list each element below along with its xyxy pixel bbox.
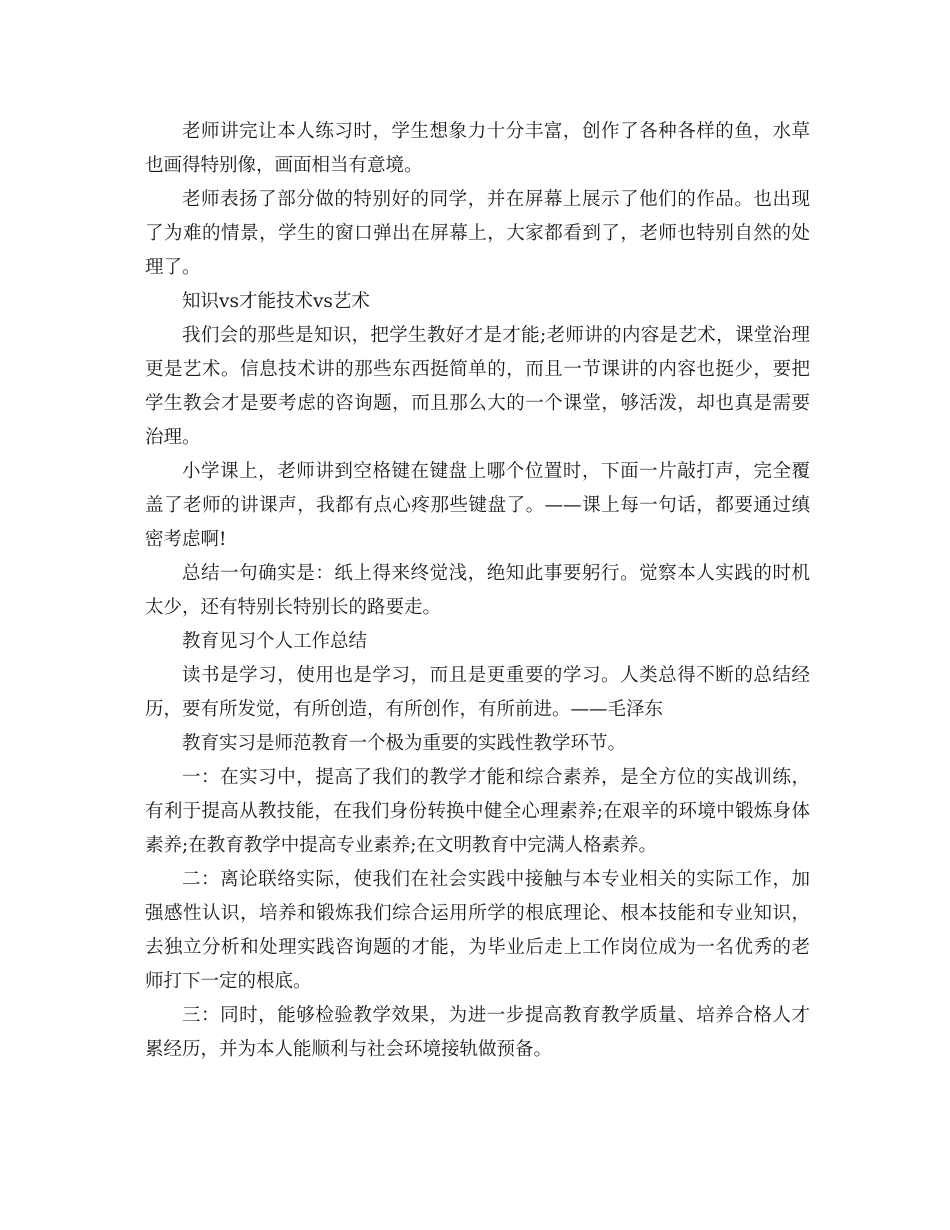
- paragraph: 读书是学习，使用也是学习，而且是更重要的学习。人类总得不断的总结经历，要有所发觉，有所创造，有所创作，有所前进。——毛泽东: [145, 665, 810, 720]
- paragraph: 一：在实习中，提高了我们的教学才能和综合素养，是全方位的实战训练，有利于提高从教技能，在我们身份转换中健全心理素养;在艰辛的环境中锻炼身体素养;在教育教学中提高专业素养;在文明教育中完满人格素养。: [145, 767, 810, 856]
- paragraph: 教育实习是师范教育一个极为重要的实践性教学环节。: [182, 733, 627, 754]
- paragraph: 总结一句确实是：纸上得来终觉浅，绝知此事要躬行。觉察本人实践的时机太少，还有特别长特别长的路要走。: [145, 563, 810, 618]
- paragraph: 小学课上，老师讲到空格键在键盘上哪个位置时，下面一片敲打声，完全覆盖了老师的讲课声，我都有点心疼那些键盘了。——课上每一句话，都要通过缜密考虑啊!: [145, 461, 810, 550]
- paragraph: 老师讲完让本人练习时，学生想象力十分丰富，创作了各种各样的鱼，水草也画得特别像，画面相当有意境。: [145, 121, 810, 176]
- document-body: [145, 115, 810, 1067]
- section-heading: 教育见习个人工作总结: [182, 631, 368, 652]
- paragraph: 老师表扬了部分做的特别好的同学，并在屏幕上展示了他们的作品。也出现了为难的情景，学生的窗口弹出在屏幕上，大家都看到了，老师也特别自然的处理了。: [145, 189, 810, 278]
- paragraph: 三：同时，能够检验教学效果，为进一步提高教育教学质量、培养合格人才累经历，并为本人能顺利与社会环境接轨做预备。: [145, 1005, 810, 1060]
- paragraph: 我们会的那些是知识，把学生教好才是才能;老师讲的内容是艺术，课堂治理更是艺术。信息技术讲的那些东西挺简单的，而且一节课讲的内容也挺少，要把学生教会才是要考虑的咨询题，而且那么大的一个课堂，够活泼，却也真是需要治理。: [145, 325, 810, 448]
- paragraph: 二：离论联络实际，使我们在社会实践中接触与本专业相关的实际工作，加强感性认识，培养和锻炼我们综合运用所学的根底理论、根本技能和专业知识，去独立分析和处理实践咨询题的才能，为毕业后走上工作岗位成为一名优秀的老师打下一定的根底。: [145, 869, 810, 992]
- section-heading: 知识vs才能技术vs艺术: [182, 291, 370, 312]
